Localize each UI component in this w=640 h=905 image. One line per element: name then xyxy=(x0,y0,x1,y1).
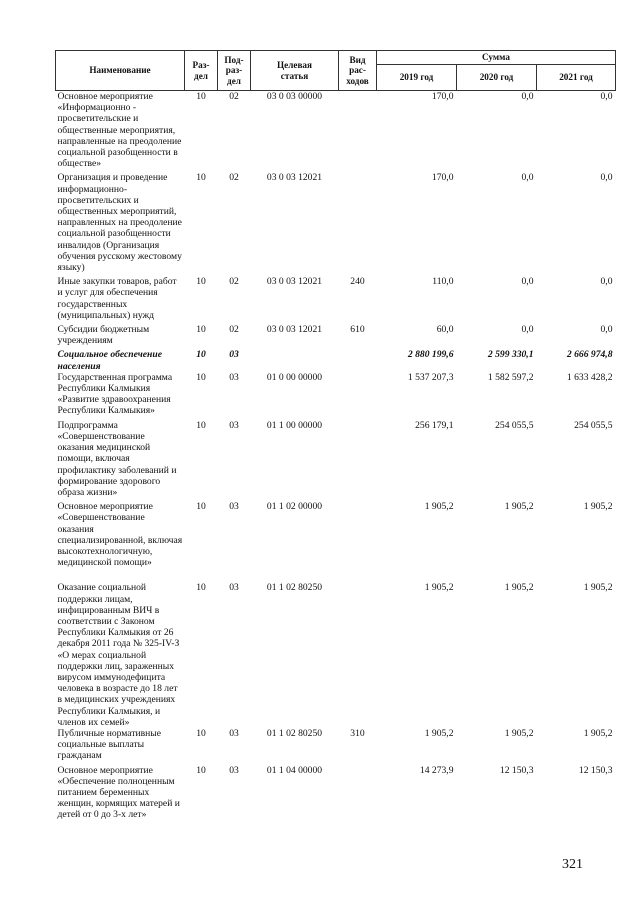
row-subsection: 03 xyxy=(229,371,239,383)
row-section: 10 xyxy=(196,501,206,513)
row-subsection: 03 xyxy=(229,349,239,361)
row-name: Подпрограмма «Совершенствование оказания медицинской помощи, включая профилактику заболеваний и формирование здорового образа жизни» xyxy=(57,419,177,498)
header-subsection: Под- раз- дел xyxy=(218,51,251,91)
row-expense xyxy=(339,498,377,568)
row-target: 03 0 03 12021 xyxy=(266,276,323,288)
row-2020: 0,0 xyxy=(521,324,534,336)
row-subsection: 03 xyxy=(229,727,239,739)
row-2019: 60,0 xyxy=(436,324,454,336)
table-row xyxy=(56,372,616,417)
row-section: 10 xyxy=(196,349,206,361)
table-row xyxy=(56,728,616,762)
header-target: Целевая статья xyxy=(251,51,339,91)
row-2019: 170,0 xyxy=(377,91,457,170)
row-subsection: 02 xyxy=(229,172,239,184)
row-target: 01 0 00 00000 xyxy=(266,371,323,383)
row-2020: 1 582 597,2 xyxy=(487,371,534,383)
header-year-2021: 2021 год xyxy=(537,65,616,91)
row-subsection: 02 xyxy=(229,91,239,102)
row-section: 10 xyxy=(196,582,206,594)
row-2020: 0,0 xyxy=(521,276,534,288)
header-section: Раз- дел xyxy=(185,51,218,91)
table-row xyxy=(56,273,616,321)
row-target: 03 0 03 12021 xyxy=(266,324,323,336)
page-number: 321 xyxy=(562,857,583,872)
row-expense xyxy=(339,568,377,728)
table-row xyxy=(56,321,616,346)
row-expense xyxy=(339,762,377,821)
row-expense xyxy=(339,346,377,371)
table-row xyxy=(56,417,616,498)
row-2021: 1 905,2 xyxy=(583,501,613,513)
table-row xyxy=(56,568,616,728)
row-name: Публичные нормативные социальные выплаты гражданам xyxy=(57,727,162,762)
row-expense xyxy=(339,372,377,417)
row-name: Государственная программа Республики Калмыкия «Развитие здравоохранения Республики Калмыкия» xyxy=(57,371,173,417)
row-expense xyxy=(339,417,377,498)
row-expense: 240 xyxy=(350,276,365,288)
row-target: 03 0 03 00000 xyxy=(266,91,323,102)
row-2019: 1 905,2 xyxy=(424,582,454,594)
row-target: 01 1 00 00000 xyxy=(266,419,323,431)
row-name: Оказание социальной поддержки лицам, инфицированным ВИЧ в соответствии с Законом Республики Калмыкия от 26 декабря 2011 года № 325-IV-З «О мерах социальной поддержки лиц, зараженных вирусом иммунодефицита человека в возрасте до 18 лет в медицинских учреждениях Республики Калмыкия, и членов их семей» xyxy=(57,582,180,728)
row-name: Основное мероприятие «Совершенствование оказания специализированной, включая высокотехнологичную, медицинской помощи» xyxy=(57,501,183,569)
row-name: Основное мероприятие «Обеспечение полноценным питанием беременных женщин, кормящих матерей и детей от 0 до 3-х лет» xyxy=(57,764,180,821)
row-2020: 12 150,3 xyxy=(499,764,534,776)
row-2021: 1 905,2 xyxy=(583,727,613,739)
row-2020: 2 599 330,1 xyxy=(487,349,534,361)
row-2021: 0,0 xyxy=(600,276,613,288)
row-2021: 0,0 xyxy=(537,91,616,170)
row-section: 10 xyxy=(196,371,206,383)
row-section: 10 xyxy=(196,91,206,102)
row-2019: 256 179,1 xyxy=(415,419,454,431)
row-2021: 1 905,2 xyxy=(583,582,613,594)
row-subsection: 02 xyxy=(229,276,239,288)
table-row xyxy=(56,169,616,273)
row-target: 03 0 03 12021 xyxy=(266,172,323,184)
row-2020: 0,0 xyxy=(521,172,534,184)
row-2021: 0,0 xyxy=(600,172,613,184)
row-2021: 1 633 428,2 xyxy=(566,371,613,383)
row-expense xyxy=(339,169,377,273)
row-target xyxy=(251,346,339,371)
row-2021: 2 666 974,8 xyxy=(566,349,613,361)
row-section: 10 xyxy=(196,172,206,184)
row-name: Организация и проведение информационно-просветительских и общественных мероприятий, направленных на преодоление социальной разобщенности инвалидов (Организация обучения русскому жестовому языку) xyxy=(57,172,182,274)
row-2019: 170,0 xyxy=(431,172,454,184)
row-subsection: 03 xyxy=(229,582,239,594)
header-year-2020: 2020 год xyxy=(457,65,537,91)
header-name: Наименование xyxy=(56,51,185,91)
row-2019: 1 537 207,3 xyxy=(407,371,454,383)
row-2019: 1 905,2 xyxy=(424,727,454,739)
row-target: 01 1 02 00000 xyxy=(266,501,323,513)
row-name: Субсидии бюджетным учреждениям xyxy=(57,324,150,347)
table-header xyxy=(56,51,616,91)
table-row xyxy=(56,498,616,568)
table-row xyxy=(56,762,616,821)
row-target: 01 1 02 80250 xyxy=(266,582,323,594)
header-expense: Вид рас- ходов xyxy=(339,51,377,91)
header-sum: Сумма xyxy=(377,51,616,65)
budget-table xyxy=(55,50,616,821)
row-expense: 610 xyxy=(350,324,365,336)
row-section: 10 xyxy=(196,419,206,431)
row-2019: 14 273,9 xyxy=(419,764,454,776)
row-expense xyxy=(339,91,377,170)
row-2020: 1 905,2 xyxy=(504,501,534,513)
row-subsection: 03 xyxy=(229,764,239,776)
header-year-2019: 2019 год xyxy=(377,65,457,91)
row-section: 10 xyxy=(196,764,206,776)
row-name: Иные закупки товаров, работ и услуг для обеспечения государственных (муниципальных) нужд xyxy=(57,276,177,321)
row-subsection: 02 xyxy=(229,324,239,336)
row-2021: 0,0 xyxy=(600,324,613,336)
row-2019: 1 905,2 xyxy=(424,501,454,513)
row-section: 10 xyxy=(196,276,206,288)
row-2020: 1 905,2 xyxy=(504,727,534,739)
row-target: 01 1 04 00000 xyxy=(266,764,323,776)
row-2021: 254 055,5 xyxy=(574,419,613,431)
row-name: Основное мероприятие «Информационно - просветительские и общественные мероприятия, направленные на преодоление социальной разобщенности в обществе» xyxy=(57,91,182,170)
row-section: 10 xyxy=(196,727,206,739)
row-subsection: 03 xyxy=(229,501,239,513)
row-target: 01 1 02 80250 xyxy=(266,727,323,739)
row-section: 10 xyxy=(196,324,206,336)
row-2019: 2 880 199,6 xyxy=(407,349,454,361)
table-row-section-total xyxy=(56,346,616,371)
row-2019: 110,0 xyxy=(432,276,454,288)
row-name: Социальное обеспечение населения xyxy=(57,349,162,372)
row-2020: 254 055,5 xyxy=(495,419,534,431)
row-expense: 310 xyxy=(350,727,365,739)
row-subsection: 03 xyxy=(229,419,239,431)
row-2021: 12 150,3 xyxy=(578,764,613,776)
row-2020: 1 905,2 xyxy=(504,582,534,594)
table-row xyxy=(56,91,616,170)
row-2020: 0,0 xyxy=(457,91,537,170)
